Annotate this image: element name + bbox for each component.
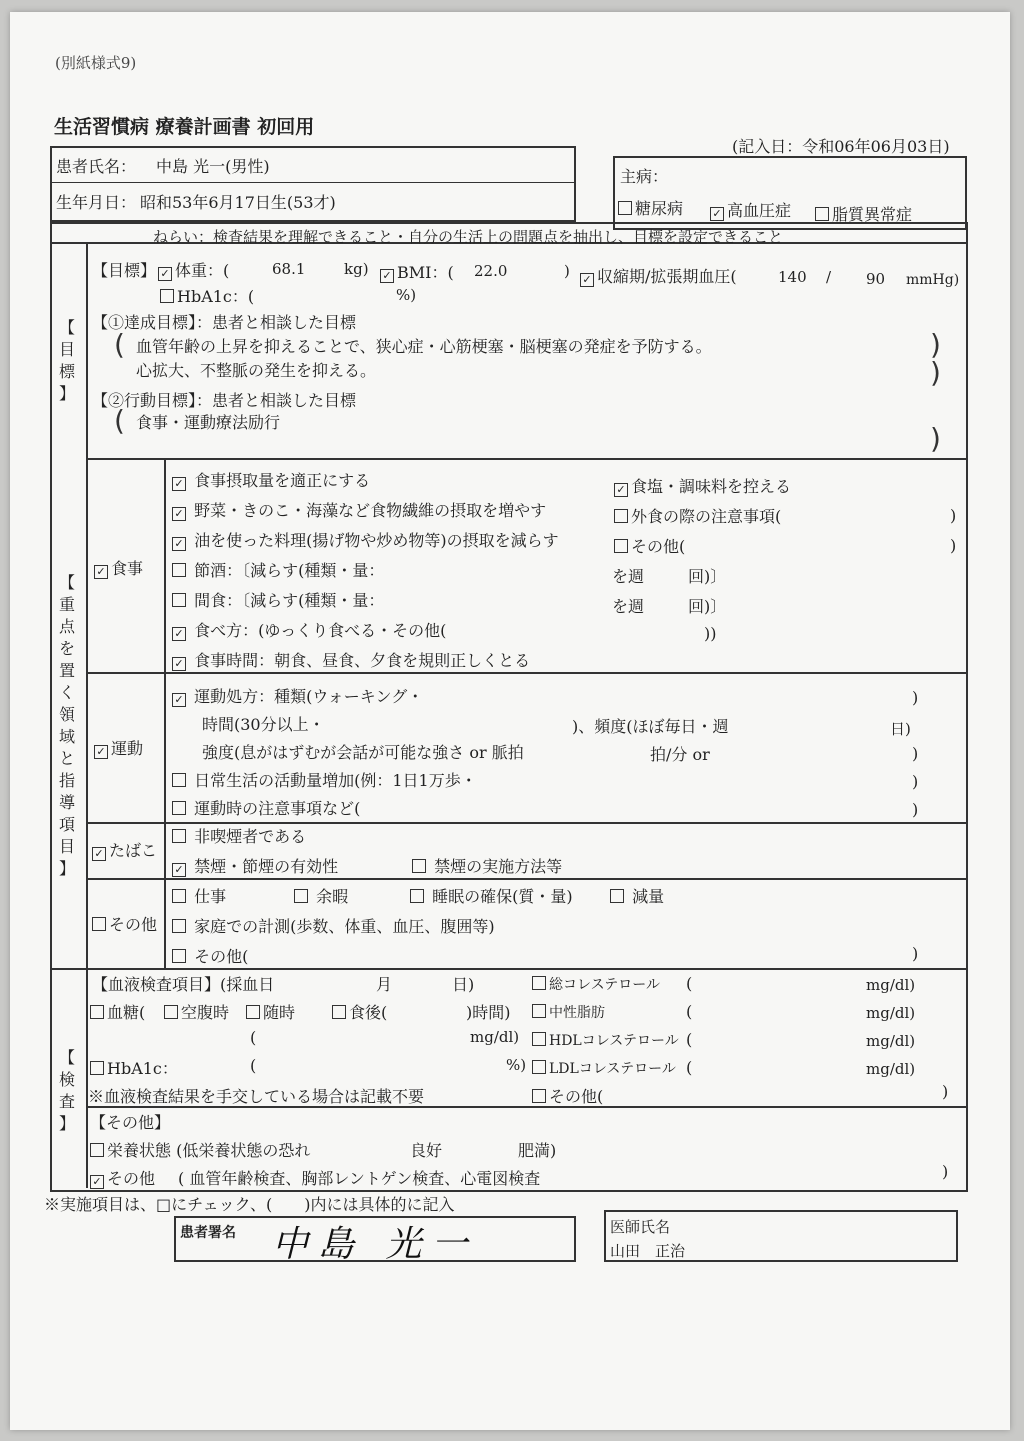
bmi-value: 22.0 bbox=[474, 262, 508, 280]
daily-activity[interactable]: 日常生活の活動量増加(例：1日1万歩・ bbox=[172, 768, 477, 791]
blood-test-label: 【血液検査項目】(採血日 bbox=[92, 975, 275, 994]
entry-date: (記入日：令和06年06月03日) bbox=[732, 137, 950, 156]
exam-other[interactable]: その他( bbox=[532, 1084, 603, 1107]
diet-item-3[interactable]: ✓ 油を使った料理(揚げ物や炒め物等)の摂取を減らす bbox=[172, 528, 559, 551]
target-label: 【目標】 bbox=[92, 261, 157, 280]
weight-value: 68.1 bbox=[272, 260, 306, 278]
random-option[interactable]: 随時 bbox=[246, 1000, 295, 1023]
diet-category[interactable]: ✓ 食事 bbox=[94, 556, 143, 579]
achieve-goal-label: 【①達成目標】：患者と相談した目標 bbox=[92, 313, 357, 332]
other-focus-category[interactable]: その他 bbox=[92, 912, 157, 935]
ldl-cholesterol[interactable]: LDLコレステロール bbox=[532, 1058, 676, 1078]
patient-name-value: 中島 光一(男性) bbox=[156, 157, 270, 176]
other-exam-label: 【その他】 bbox=[90, 1113, 171, 1132]
other-exam-value: ( 血管年齢検査、胸部レントゲン検査、心電図検査 bbox=[178, 1169, 541, 1188]
exercise-prescription[interactable]: ✓ 運動処方：種類(ウォーキング・ bbox=[172, 684, 423, 707]
main-disease-label: 主病： bbox=[620, 167, 669, 186]
total-cholesterol[interactable]: 総コレステロール bbox=[532, 974, 660, 994]
weight-unit: kg) bbox=[344, 260, 369, 278]
exercise-category[interactable]: ✓ 運動 bbox=[94, 736, 143, 759]
patient-name-label: 患者氏名： bbox=[56, 157, 137, 176]
exercise-frequency: )、頻度(ほぼ毎日・週 bbox=[572, 717, 729, 736]
diet-item-2[interactable]: ✓ 野菜・きのこ・海藻など食物繊維の摂取を増やす bbox=[172, 498, 546, 521]
hba1c-exam-label[interactable]: HbA1c： bbox=[90, 1056, 178, 1079]
focus-section-label: 【 重 点 を 置 く 領 域 と 指 導 項 目 】 bbox=[58, 573, 75, 878]
bp-unit: mmHg) bbox=[906, 272, 960, 288]
achieve-goal-line-1: 血管年齢の上昇を抑えることで、狭心症・心筋梗塞・脳梗塞の発症を予防する。 bbox=[136, 337, 712, 356]
weight-field[interactable]: ✓ 体重：( bbox=[158, 258, 229, 281]
hdl-cholesterol[interactable]: HDLコレステロール bbox=[532, 1030, 679, 1050]
achieve-goal-line-2: 心拡大、不整脈の発生を抑える。 bbox=[136, 361, 377, 380]
exam-section-label: 【 検 査 】 bbox=[58, 1048, 75, 1133]
diet-item-4[interactable]: 節酒：〔減らす(種類・量： bbox=[172, 558, 384, 581]
diabetes-option[interactable]: 糖尿病 bbox=[618, 196, 683, 219]
bp-dia-value: 90 bbox=[866, 270, 886, 288]
weight-loss-option[interactable]: 減量 bbox=[610, 884, 664, 907]
weight-checkbox[interactable]: ✓ bbox=[158, 267, 172, 281]
diet-right-item-3[interactable]: その他( bbox=[614, 534, 685, 557]
form-title: 生活習慣病 療養計画書 初回用 bbox=[54, 116, 315, 138]
bp-slash: / bbox=[826, 268, 832, 286]
dyslipidemia-checkbox[interactable] bbox=[815, 207, 829, 221]
bp-sys-value: 140 bbox=[778, 268, 807, 286]
exercise-checkbox[interactable]: ✓ bbox=[94, 745, 108, 759]
aim-text: ねらい：検査結果を理解できること・自分の生活上の問題点を抽出し、目標を設定できること bbox=[153, 228, 784, 246]
nutrition-option[interactable]: 栄養状態 (低栄養状態の恐れ bbox=[90, 1138, 310, 1161]
sleep-option[interactable]: 睡眠の確保(質・量) bbox=[410, 884, 573, 907]
diet-item-5[interactable]: 間食：〔減らす(種類・量： bbox=[172, 588, 384, 611]
bmi-field[interactable]: ✓ BMI：( bbox=[380, 260, 454, 283]
bp-checkbox[interactable]: ✓ bbox=[580, 273, 594, 287]
smoking-method[interactable]: 禁煙の実施方法等 bbox=[412, 854, 562, 877]
other-focus-other[interactable]: その他( bbox=[172, 944, 248, 967]
bp-field[interactable]: ✓ 収縮期/拡張期血圧( bbox=[580, 264, 737, 287]
exercise-caution[interactable]: 運動時の注意事項など( bbox=[172, 796, 360, 819]
dob-label: 生年月日： bbox=[56, 193, 137, 212]
postprandial-option[interactable]: 食後( bbox=[332, 1000, 387, 1023]
hypertension-checkbox[interactable]: ✓ bbox=[710, 207, 724, 221]
diabetes-checkbox[interactable] bbox=[618, 201, 632, 215]
hypertension-option[interactable]: ✓ 高血圧症 bbox=[710, 198, 791, 221]
smoking-effect[interactable]: ✓ 禁煙・節煙の有効性 bbox=[172, 854, 338, 877]
footnote: ※実施項目は、□にチェック、( )内には具体的に記入 bbox=[44, 1195, 455, 1214]
doctor-name: 山田 正治 bbox=[610, 1242, 686, 1260]
action-goal-label: 【②行動目標】：患者と相談した目標 bbox=[92, 391, 357, 410]
diet-item-1[interactable]: ✓ 食事摂取量を適正にする bbox=[172, 468, 370, 491]
bmi-checkbox[interactable]: ✓ bbox=[380, 269, 394, 283]
diet-item-7[interactable]: ✓ 食事時間：朝食、昼食、夕食を規則正しくとる bbox=[172, 648, 530, 671]
doctor-label: 医師氏名 bbox=[610, 1218, 671, 1236]
action-goal-line-1: 食事・運動療法励行 bbox=[136, 413, 281, 432]
fasting-option[interactable]: 空腹時 bbox=[164, 1000, 229, 1023]
hba1c-goal-checkbox[interactable] bbox=[160, 289, 174, 303]
blood-test-note: ※血液検査結果を手交している場合は記載不要 bbox=[88, 1087, 425, 1106]
goals-section-label: 【 目 標 】 bbox=[58, 318, 75, 403]
diet-right-item-1[interactable]: ✓ 食塩・調味料を控える bbox=[614, 474, 791, 497]
work-option[interactable]: 仕事 bbox=[172, 884, 226, 907]
hba1c-goal-unit: %) bbox=[396, 286, 417, 304]
patient-signature: 中島 光一 bbox=[272, 1224, 478, 1265]
exercise-time: 時間(30分以上・ bbox=[202, 715, 325, 734]
dyslipidemia-option[interactable]: 脂質異常症 bbox=[815, 202, 912, 225]
hba1c-goal-field[interactable]: HbA1c：( bbox=[160, 284, 254, 307]
leisure-option[interactable]: 余暇 bbox=[294, 884, 348, 907]
tobacco-checkbox[interactable]: ✓ bbox=[92, 847, 106, 861]
other-focus-checkbox[interactable] bbox=[92, 917, 106, 931]
diet-right-item-2[interactable]: 外食の際の注意事項( bbox=[614, 504, 781, 527]
bmi-close: ) bbox=[564, 262, 570, 280]
dob-value: 昭和53年6月17日生(53才) bbox=[140, 193, 336, 212]
diet-item-6[interactable]: ✓ 食べ方：(ゆっくり食べる・その他( bbox=[172, 618, 446, 641]
form-sheet: (別紙様式9) 生活習慣病 療養計画書 初回用 (記入日：令和06年06月03日) 患者氏名： 中島 光一(男性) 生年月日： 昭和53年6月17日生(53才) 主病： 糖尿病 ✓ 高血圧症 脂質異常症 ねらい：検査結果を理解できること・自分の生活上の問題点を抽出し、目標を設定できること 【 目 標 】 【目標】 ✓ 体重：( 68.1 kg) ✓ BMI：( 22.0 ) ✓ 収縮期/拡張期血圧( 140 / 90 mmHg) HbA1c：( %) 【①達成目標】：患者と相談した目標 ( 血管年齢の上昇を抑えることで、狭心症・心筋梗塞・脳梗塞の発症を予防する。 心拡大、不整脈の発生を抑える。 ) ) 【②行動目標】：患者と相談した目標 ( 食事・運動療法励行 ) 【 重 点 を 置 く 領 域 と 指 導 項 目 】 ✓ 食事 ✓ 食事摂取量を適正にする ✓ 野菜・きのこ・海藻など食物繊維の摂取を増やす ✓ 油を使った料理(揚げ物や炒め物等)の摂取を減らす 節酒：〔減らす(種類・量： 間食：〔減らす(種類・量： ✓ 食べ方：(ゆっくり食べる・その他( ✓ 食事時間：朝食、昼食、夕食を規則正しくとる を週 回)〕 を週 回)〕 )) ✓ 食塩・調味料を控える 外食の際の注意事項( その他( ) ) ✓ 運動 ✓ 運動処方：種類(ウォーキング・ 時間(30分以上・ )、頻度(ほぼ毎日・週 日) 強度(息がはずむが会話が可能な強さ or 脈拍 拍/分 or 日常生活の活動量増加(例：1日1万歩・ 運動時の注意事項など( ) ) ) ) ✓ たばこ 非喫煙者である ✓ 禁煙・節煙の有効性 禁煙の実施方法等 その他 仕事 余暇 睡眠の確保(質・量) 減量 家庭での計測(歩数、体重、血圧、腹囲等) その他( ) 【 検 査 】 【血液検査項目】(採血日 月 日) 血糖( 空腹時 随時 食後( )時間) ( mg/dl) HbA1c： ( %) ※血液検査結果を手交している場合は記載不要 総コレステロール 中性脂肪 HDLコレステロール LDLコレステロール その他( ( ( ( ( mg/dl) mg/dl) mg/dl) mg/dl) ) 【その他】 栄養状態 (低栄養状態の恐れ 良好 肥満) ✓ その他 ( 血管年齢検査、胸部レントゲン検査、心電図検査 ) ※実施項目は、□にチェック、( )内には具体的に記入 患者署名 中島 光一 医師氏名 山田 正治 bbox=[10, 12, 1010, 1430]
exercise-intensity: 強度(息がはずむが会話が可能な強さ or 脈拍 bbox=[202, 743, 524, 762]
form-id: (別紙様式9) bbox=[55, 54, 137, 72]
other-exam-other[interactable]: ✓ その他 bbox=[90, 1166, 155, 1189]
triglyceride[interactable]: 中性脂肪 bbox=[532, 1002, 605, 1022]
non-smoker[interactable]: 非喫煙者である bbox=[172, 824, 306, 847]
signature-label: 患者署名 bbox=[180, 1225, 236, 1241]
diet-checkbox[interactable]: ✓ bbox=[94, 565, 108, 579]
glucose-label[interactable]: 血糖( bbox=[90, 1000, 145, 1023]
home-measure-option[interactable]: 家庭での計測(歩数、体重、血圧、腹囲等) bbox=[172, 914, 495, 937]
tobacco-category[interactable]: ✓ たばこ bbox=[92, 838, 157, 861]
